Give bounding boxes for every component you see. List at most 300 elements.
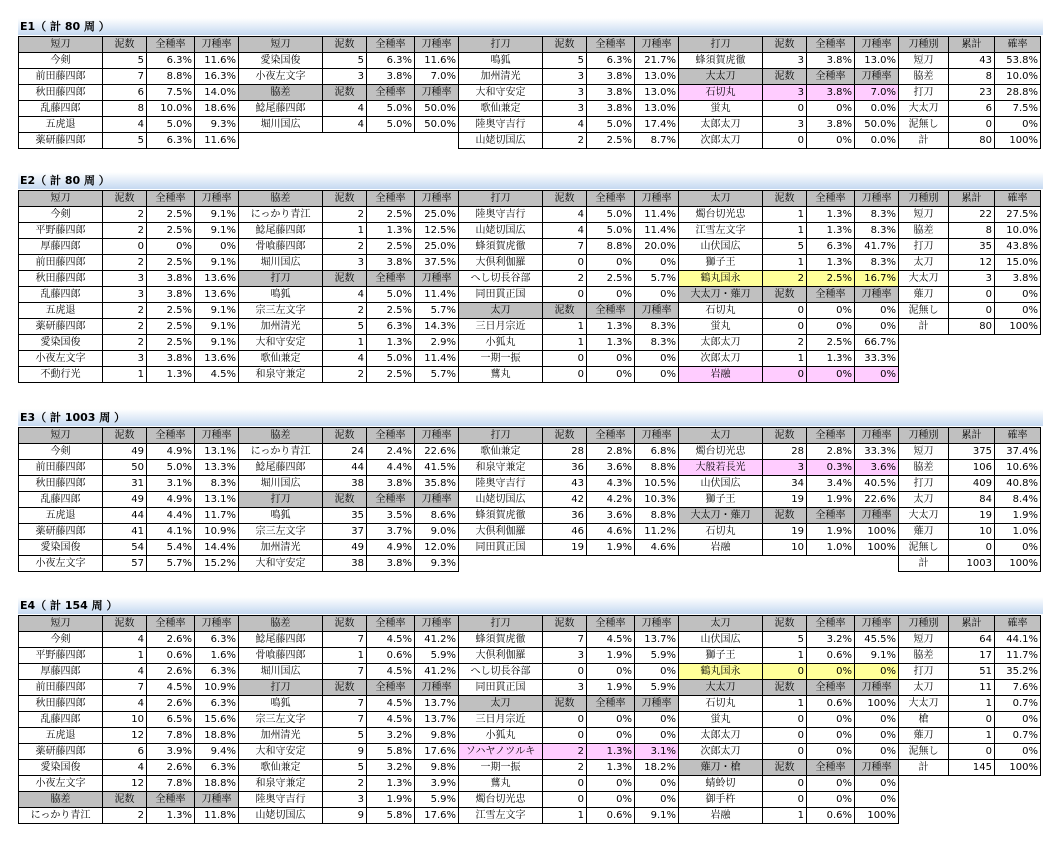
name-cell[interactable]: 大太刀	[899, 508, 949, 524]
name-cell[interactable]: 今剣	[19, 632, 103, 648]
value-cell[interactable]: 5.9%	[635, 680, 679, 696]
value-cell[interactable]: 0%	[635, 728, 679, 744]
header-cell[interactable]: 刀種別	[899, 37, 949, 53]
value-cell[interactable]: 1	[949, 728, 995, 744]
value-cell[interactable]: 41.2%	[415, 664, 459, 680]
name-cell[interactable]: 歌仙兼定	[459, 101, 543, 117]
header-cell[interactable]: 刀種率	[415, 616, 459, 632]
value-cell[interactable]: 1.0%	[995, 524, 1041, 540]
value-cell[interactable]: 5.0%	[367, 351, 415, 367]
value-cell[interactable]: 3.8%	[367, 476, 415, 492]
value-cell[interactable]: 11.7%	[195, 508, 239, 524]
name-cell[interactable]: 計	[899, 760, 949, 776]
value-cell[interactable]: 43.8%	[995, 239, 1041, 255]
header-cell[interactable]: 打刀	[459, 37, 543, 53]
value-cell[interactable]: 0%	[855, 303, 899, 319]
header-cell[interactable]: 刀種別	[899, 616, 949, 632]
name-cell[interactable]: 泥無し	[899, 744, 949, 760]
value-cell[interactable]: 2.5%	[367, 367, 415, 383]
value-cell[interactable]: 0%	[195, 239, 239, 255]
header-cell[interactable]: 全種率	[147, 428, 195, 444]
value-cell[interactable]: 3.2%	[807, 632, 855, 648]
header-cell[interactable]: 刀種率	[635, 37, 679, 53]
value-cell[interactable]: 0	[543, 255, 587, 271]
header-cell[interactable]: 刀種率	[635, 696, 679, 712]
value-cell[interactable]: 0	[763, 744, 807, 760]
value-cell[interactable]: 3	[543, 69, 587, 85]
value-cell[interactable]: 49	[103, 444, 147, 460]
name-cell[interactable]: 大般若長光	[679, 460, 763, 476]
value-cell[interactable]: 80	[949, 319, 995, 335]
value-cell[interactable]: 1	[763, 255, 807, 271]
value-cell[interactable]: 7	[323, 664, 367, 680]
value-cell[interactable]: 409	[949, 476, 995, 492]
name-cell[interactable]: 薬研藤四郎	[19, 133, 103, 149]
value-cell[interactable]: 0%	[587, 728, 635, 744]
value-cell[interactable]: 13.6%	[195, 287, 239, 303]
value-cell[interactable]: 5.0%	[587, 207, 635, 223]
value-cell[interactable]: 21.7%	[635, 53, 679, 69]
value-cell[interactable]: 1.3%	[587, 335, 635, 351]
value-cell[interactable]: 2.6%	[147, 760, 195, 776]
value-cell[interactable]: 3.9%	[147, 744, 195, 760]
value-cell[interactable]: 1	[543, 808, 587, 824]
value-cell[interactable]: 2	[543, 133, 587, 149]
value-cell[interactable]: 9.1%	[195, 223, 239, 239]
name-cell[interactable]: 三日月宗近	[459, 319, 543, 335]
name-cell[interactable]: 愛染国俊	[19, 335, 103, 351]
value-cell[interactable]: 3.8%	[587, 101, 635, 117]
value-cell[interactable]: 53.8%	[995, 53, 1041, 69]
value-cell[interactable]: 13.7%	[635, 632, 679, 648]
value-cell[interactable]: 2.5%	[587, 133, 635, 149]
value-cell[interactable]: 6.3%	[147, 133, 195, 149]
header-cell[interactable]: 確率	[995, 616, 1041, 632]
value-cell[interactable]: 1	[323, 335, 367, 351]
value-cell[interactable]: 0%	[807, 712, 855, 728]
name-cell[interactable]: 太刀	[899, 680, 949, 696]
value-cell[interactable]: 33.3%	[855, 444, 899, 460]
header-cell[interactable]: 全種率	[807, 428, 855, 444]
value-cell[interactable]: 31	[103, 476, 147, 492]
header-cell[interactable]: 刀種率	[195, 191, 239, 207]
name-cell[interactable]: 平野藤四郎	[19, 648, 103, 664]
name-cell[interactable]: へし切長谷部	[459, 271, 543, 287]
value-cell[interactable]: 43	[949, 53, 995, 69]
header-cell[interactable]: 泥数	[103, 428, 147, 444]
value-cell[interactable]: 0%	[855, 776, 899, 792]
value-cell[interactable]: 0	[763, 133, 807, 149]
value-cell[interactable]: 4.1%	[147, 524, 195, 540]
value-cell[interactable]: 0.3%	[807, 460, 855, 476]
name-cell[interactable]: 鯰尾藤四郎	[239, 632, 323, 648]
name-cell[interactable]: 大和守安定	[239, 556, 323, 572]
value-cell[interactable]: 35.8%	[415, 476, 459, 492]
name-cell[interactable]: 蜻蛉切	[679, 776, 763, 792]
value-cell[interactable]: 3.4%	[807, 476, 855, 492]
value-cell[interactable]: 4.6%	[635, 540, 679, 556]
value-cell[interactable]: 8.8%	[147, 69, 195, 85]
value-cell[interactable]: 22.6%	[415, 444, 459, 460]
value-cell[interactable]: 5.8%	[367, 808, 415, 824]
value-cell[interactable]: 0%	[587, 351, 635, 367]
value-cell[interactable]: 49	[103, 492, 147, 508]
name-cell[interactable]: 加州清光	[459, 69, 543, 85]
name-cell[interactable]: 脇差	[899, 648, 949, 664]
value-cell[interactable]: 2.5%	[147, 223, 195, 239]
value-cell[interactable]: 18.8%	[195, 728, 239, 744]
value-cell[interactable]: 10.5%	[635, 476, 679, 492]
value-cell[interactable]: 11.4%	[635, 207, 679, 223]
value-cell[interactable]: 14.0%	[195, 85, 239, 101]
value-cell[interactable]: 3.8%	[147, 351, 195, 367]
value-cell[interactable]: 0%	[855, 712, 899, 728]
value-cell[interactable]: 1	[543, 335, 587, 351]
value-cell[interactable]: 0	[763, 319, 807, 335]
name-cell[interactable]: 不動行光	[19, 367, 103, 383]
value-cell[interactable]: 2.5%	[147, 255, 195, 271]
header-cell[interactable]: 全種率	[587, 616, 635, 632]
value-cell[interactable]: 2.5%	[147, 207, 195, 223]
value-cell[interactable]: 2	[103, 335, 147, 351]
value-cell[interactable]: 25.0%	[415, 239, 459, 255]
value-cell[interactable]: 0%	[807, 776, 855, 792]
name-cell[interactable]: 山伏国広	[679, 239, 763, 255]
name-cell[interactable]: 脇差	[899, 69, 949, 85]
value-cell[interactable]: 35.2%	[995, 664, 1041, 680]
name-cell[interactable]: 小狐丸	[459, 728, 543, 744]
name-cell[interactable]: 岩融	[679, 540, 763, 556]
value-cell[interactable]: 16.3%	[195, 69, 239, 85]
header-cell[interactable]: 全種率	[367, 616, 415, 632]
name-cell[interactable]: 大和守安定	[239, 335, 323, 351]
header-cell[interactable]: 泥数	[323, 191, 367, 207]
value-cell[interactable]: 50.0%	[415, 101, 459, 117]
value-cell[interactable]: 0%	[807, 319, 855, 335]
value-cell[interactable]: 9.1%	[195, 335, 239, 351]
name-cell[interactable]: 鳴狐	[239, 508, 323, 524]
value-cell[interactable]: 3	[949, 271, 995, 287]
value-cell[interactable]: 19	[543, 540, 587, 556]
name-cell[interactable]: 短刀	[899, 632, 949, 648]
name-cell[interactable]: 計	[899, 319, 949, 335]
value-cell[interactable]: 0%	[995, 744, 1041, 760]
value-cell[interactable]: 4.5%	[367, 712, 415, 728]
value-cell[interactable]: 145	[949, 760, 995, 776]
header-cell[interactable]: 刀種率	[855, 191, 899, 207]
header-cell[interactable]: 刀種率	[855, 287, 899, 303]
value-cell[interactable]: 9.8%	[415, 728, 459, 744]
value-cell[interactable]: 6.3%	[587, 53, 635, 69]
value-cell[interactable]: 0%	[855, 728, 899, 744]
value-cell[interactable]: 19	[763, 492, 807, 508]
value-cell[interactable]: 5.7%	[415, 367, 459, 383]
header-cell[interactable]: 刀種率	[635, 303, 679, 319]
value-cell[interactable]: 1003	[949, 556, 995, 572]
value-cell[interactable]: 12	[949, 255, 995, 271]
value-cell[interactable]: 10.3%	[635, 492, 679, 508]
value-cell[interactable]: 3.1%	[147, 476, 195, 492]
name-cell[interactable]: 計	[899, 133, 949, 149]
value-cell[interactable]: 5	[323, 760, 367, 776]
header-cell[interactable]: 刀種率	[415, 271, 459, 287]
header-cell[interactable]: 打刀	[459, 428, 543, 444]
value-cell[interactable]: 13.7%	[415, 696, 459, 712]
value-cell[interactable]: 1	[103, 648, 147, 664]
value-cell[interactable]: 0%	[635, 255, 679, 271]
value-cell[interactable]: 0	[763, 712, 807, 728]
value-cell[interactable]: 0	[763, 792, 807, 808]
value-cell[interactable]: 2.8%	[587, 444, 635, 460]
value-cell[interactable]: 7.5%	[147, 85, 195, 101]
header-cell[interactable]: 確率	[995, 428, 1041, 444]
name-cell[interactable]: 蜂須賀虎徹	[679, 53, 763, 69]
value-cell[interactable]: 0	[763, 664, 807, 680]
value-cell[interactable]: 84	[949, 492, 995, 508]
value-cell[interactable]: 10	[949, 524, 995, 540]
value-cell[interactable]: 100%	[855, 696, 899, 712]
value-cell[interactable]: 28	[543, 444, 587, 460]
value-cell[interactable]: 1.3%	[367, 223, 415, 239]
header-cell[interactable]: 泥数	[323, 428, 367, 444]
value-cell[interactable]: 4	[543, 207, 587, 223]
value-cell[interactable]: 13.1%	[195, 492, 239, 508]
value-cell[interactable]: 0%	[995, 287, 1041, 303]
header-cell[interactable]: 泥数	[543, 696, 587, 712]
value-cell[interactable]: 5.0%	[367, 101, 415, 117]
value-cell[interactable]: 5	[763, 239, 807, 255]
value-cell[interactable]: 42	[543, 492, 587, 508]
name-cell[interactable]: 鶴丸国永	[679, 664, 763, 680]
value-cell[interactable]: 1.3%	[807, 255, 855, 271]
value-cell[interactable]: 19	[949, 508, 995, 524]
value-cell[interactable]: 24	[323, 444, 367, 460]
value-cell[interactable]: 37.5%	[415, 255, 459, 271]
name-cell[interactable]: ソハヤノツルキ	[459, 744, 543, 760]
value-cell[interactable]: 3.6%	[587, 508, 635, 524]
value-cell[interactable]: 36	[543, 508, 587, 524]
value-cell[interactable]: 0.0%	[855, 133, 899, 149]
value-cell[interactable]: 100%	[855, 540, 899, 556]
value-cell[interactable]: 8.8%	[635, 460, 679, 476]
value-cell[interactable]: 18.6%	[195, 101, 239, 117]
value-cell[interactable]: 8.7%	[635, 133, 679, 149]
header-cell[interactable]: 刀種率	[415, 680, 459, 696]
value-cell[interactable]: 4	[103, 696, 147, 712]
value-cell[interactable]: 3.1%	[635, 744, 679, 760]
value-cell[interactable]: 0%	[995, 712, 1041, 728]
value-cell[interactable]: 2.6%	[147, 696, 195, 712]
name-cell[interactable]: 鳴狐	[239, 696, 323, 712]
name-cell[interactable]: 短刀	[899, 207, 949, 223]
value-cell[interactable]: 14.3%	[415, 319, 459, 335]
name-cell[interactable]: 短刀	[899, 53, 949, 69]
value-cell[interactable]: 0%	[807, 728, 855, 744]
value-cell[interactable]: 13.6%	[195, 351, 239, 367]
value-cell[interactable]: 2.5%	[367, 207, 415, 223]
name-cell[interactable]: 秋田藤四郎	[19, 85, 103, 101]
value-cell[interactable]: 18.8%	[195, 776, 239, 792]
name-cell[interactable]: 堀川国広	[239, 117, 323, 133]
value-cell[interactable]: 4	[543, 117, 587, 133]
name-cell[interactable]: 大太刀	[899, 271, 949, 287]
name-cell[interactable]: 小夜左文字	[239, 69, 323, 85]
name-cell[interactable]: 大倶利伽羅	[459, 648, 543, 664]
value-cell[interactable]: 1.3%	[587, 744, 635, 760]
header-cell[interactable]: 泥数	[103, 616, 147, 632]
value-cell[interactable]: 15.0%	[995, 255, 1041, 271]
value-cell[interactable]: 2	[763, 335, 807, 351]
value-cell[interactable]: 6	[103, 744, 147, 760]
value-cell[interactable]: 3	[103, 351, 147, 367]
name-cell[interactable]: 蜂須賀虎徹	[459, 508, 543, 524]
name-cell[interactable]: 三日月宗近	[459, 712, 543, 728]
header-cell[interactable]: 刀種率	[415, 85, 459, 101]
name-cell[interactable]: 泥無し	[899, 117, 949, 133]
value-cell[interactable]: 10.9%	[195, 680, 239, 696]
value-cell[interactable]: 8.8%	[587, 239, 635, 255]
value-cell[interactable]: 1.3%	[367, 776, 415, 792]
value-cell[interactable]: 4	[103, 632, 147, 648]
value-cell[interactable]: 8.3%	[855, 207, 899, 223]
name-cell[interactable]: 乱藤四郎	[19, 712, 103, 728]
value-cell[interactable]: 4.5%	[367, 664, 415, 680]
name-cell[interactable]: 平野藤四郎	[19, 223, 103, 239]
value-cell[interactable]: 80	[949, 133, 995, 149]
header-cell[interactable]: 泥数	[763, 760, 807, 776]
value-cell[interactable]: 1	[543, 319, 587, 335]
value-cell[interactable]: 0%	[807, 303, 855, 319]
name-cell[interactable]: 山姥切国広	[459, 223, 543, 239]
value-cell[interactable]: 11.8%	[195, 808, 239, 824]
name-cell[interactable]: 泥無し	[899, 540, 949, 556]
value-cell[interactable]: 0%	[587, 792, 635, 808]
value-cell[interactable]: 8.3%	[195, 476, 239, 492]
name-cell[interactable]: 燭台切光忠	[679, 207, 763, 223]
value-cell[interactable]: 12	[103, 728, 147, 744]
name-cell[interactable]: 鶴丸国永	[679, 271, 763, 287]
header-cell[interactable]: 累計	[949, 37, 995, 53]
name-cell[interactable]: 同田貫正国	[459, 287, 543, 303]
value-cell[interactable]: 0%	[587, 255, 635, 271]
name-cell[interactable]: 計	[899, 556, 949, 572]
name-cell[interactable]: 獅子王	[679, 492, 763, 508]
name-cell[interactable]: 薬研藤四郎	[19, 744, 103, 760]
value-cell[interactable]: 2	[103, 303, 147, 319]
value-cell[interactable]: 6	[103, 85, 147, 101]
name-cell[interactable]: 蛍丸	[679, 101, 763, 117]
value-cell[interactable]: 1	[763, 223, 807, 239]
value-cell[interactable]: 2	[323, 239, 367, 255]
value-cell[interactable]: 10.0%	[147, 101, 195, 117]
header-cell[interactable]: 刀種別	[899, 191, 949, 207]
header-cell[interactable]: 刀種率	[195, 616, 239, 632]
name-cell[interactable]: 秋田藤四郎	[19, 476, 103, 492]
name-cell[interactable]: 脇差	[899, 460, 949, 476]
header-cell[interactable]: 脇差	[239, 428, 323, 444]
value-cell[interactable]: 5.9%	[415, 648, 459, 664]
name-cell[interactable]: 前田藤四郎	[19, 680, 103, 696]
value-cell[interactable]: 44.1%	[995, 632, 1041, 648]
header-cell[interactable]: 累計	[949, 191, 995, 207]
value-cell[interactable]: 3.8%	[807, 117, 855, 133]
value-cell[interactable]: 7	[543, 632, 587, 648]
value-cell[interactable]: 3.8%	[587, 69, 635, 85]
value-cell[interactable]: 19	[763, 524, 807, 540]
name-cell[interactable]: 秋田藤四郎	[19, 271, 103, 287]
value-cell[interactable]: 1.3%	[147, 367, 195, 383]
value-cell[interactable]: 0%	[855, 367, 899, 383]
name-cell[interactable]: 太刀	[899, 492, 949, 508]
value-cell[interactable]: 5.8%	[367, 744, 415, 760]
header-cell[interactable]: 刀種率	[415, 37, 459, 53]
value-cell[interactable]: 8	[949, 69, 995, 85]
value-cell[interactable]: 4.3%	[587, 476, 635, 492]
value-cell[interactable]: 14.4%	[195, 540, 239, 556]
name-cell[interactable]: 乱藤四郎	[19, 101, 103, 117]
value-cell[interactable]: 0	[543, 351, 587, 367]
value-cell[interactable]: 0%	[855, 664, 899, 680]
name-cell[interactable]: 打刀	[899, 664, 949, 680]
header-cell[interactable]: 太刀	[459, 696, 543, 712]
value-cell[interactable]: 3.6%	[587, 460, 635, 476]
value-cell[interactable]: 9.1%	[635, 808, 679, 824]
header-cell[interactable]: 刀種率	[855, 680, 899, 696]
name-cell[interactable]: にっかり青江	[239, 444, 323, 460]
value-cell[interactable]: 16.7%	[855, 271, 899, 287]
name-cell[interactable]: 次郎太刀	[679, 744, 763, 760]
header-cell[interactable]: 泥数	[763, 37, 807, 53]
value-cell[interactable]: 5	[763, 632, 807, 648]
value-cell[interactable]: 13.1%	[195, 444, 239, 460]
value-cell[interactable]: 6.3%	[195, 664, 239, 680]
value-cell[interactable]: 9.3%	[195, 117, 239, 133]
value-cell[interactable]: 0%	[147, 239, 195, 255]
value-cell[interactable]: 100%	[995, 319, 1041, 335]
value-cell[interactable]: 33.3%	[855, 351, 899, 367]
value-cell[interactable]: 12.0%	[415, 540, 459, 556]
name-cell[interactable]: 同田貫正国	[459, 680, 543, 696]
value-cell[interactable]: 0.6%	[807, 696, 855, 712]
value-cell[interactable]: 11.7%	[995, 648, 1041, 664]
header-cell[interactable]: 脇差	[239, 616, 323, 632]
value-cell[interactable]: 6	[949, 101, 995, 117]
value-cell[interactable]: 4.4%	[367, 460, 415, 476]
value-cell[interactable]: 9	[323, 808, 367, 824]
value-cell[interactable]: 4.5%	[195, 367, 239, 383]
name-cell[interactable]: 脇差	[899, 223, 949, 239]
value-cell[interactable]: 3	[543, 101, 587, 117]
value-cell[interactable]: 8.3%	[855, 223, 899, 239]
value-cell[interactable]: 0.6%	[807, 808, 855, 824]
value-cell[interactable]: 2	[323, 367, 367, 383]
value-cell[interactable]: 0	[949, 712, 995, 728]
value-cell[interactable]: 1	[763, 648, 807, 664]
name-cell[interactable]: 宗三左文字	[239, 524, 323, 540]
header-cell[interactable]: 確率	[995, 191, 1041, 207]
value-cell[interactable]: 8.3%	[635, 319, 679, 335]
value-cell[interactable]: 11.6%	[415, 53, 459, 69]
value-cell[interactable]: 28.8%	[995, 85, 1041, 101]
name-cell[interactable]: 大太刀	[899, 696, 949, 712]
name-cell[interactable]: 太刀	[899, 255, 949, 271]
header-cell[interactable]: 泥数	[543, 303, 587, 319]
value-cell[interactable]: 1	[763, 696, 807, 712]
value-cell[interactable]: 1.9%	[587, 540, 635, 556]
value-cell[interactable]: 7.5%	[995, 101, 1041, 117]
value-cell[interactable]: 2	[763, 271, 807, 287]
name-cell[interactable]: 泥無し	[899, 303, 949, 319]
